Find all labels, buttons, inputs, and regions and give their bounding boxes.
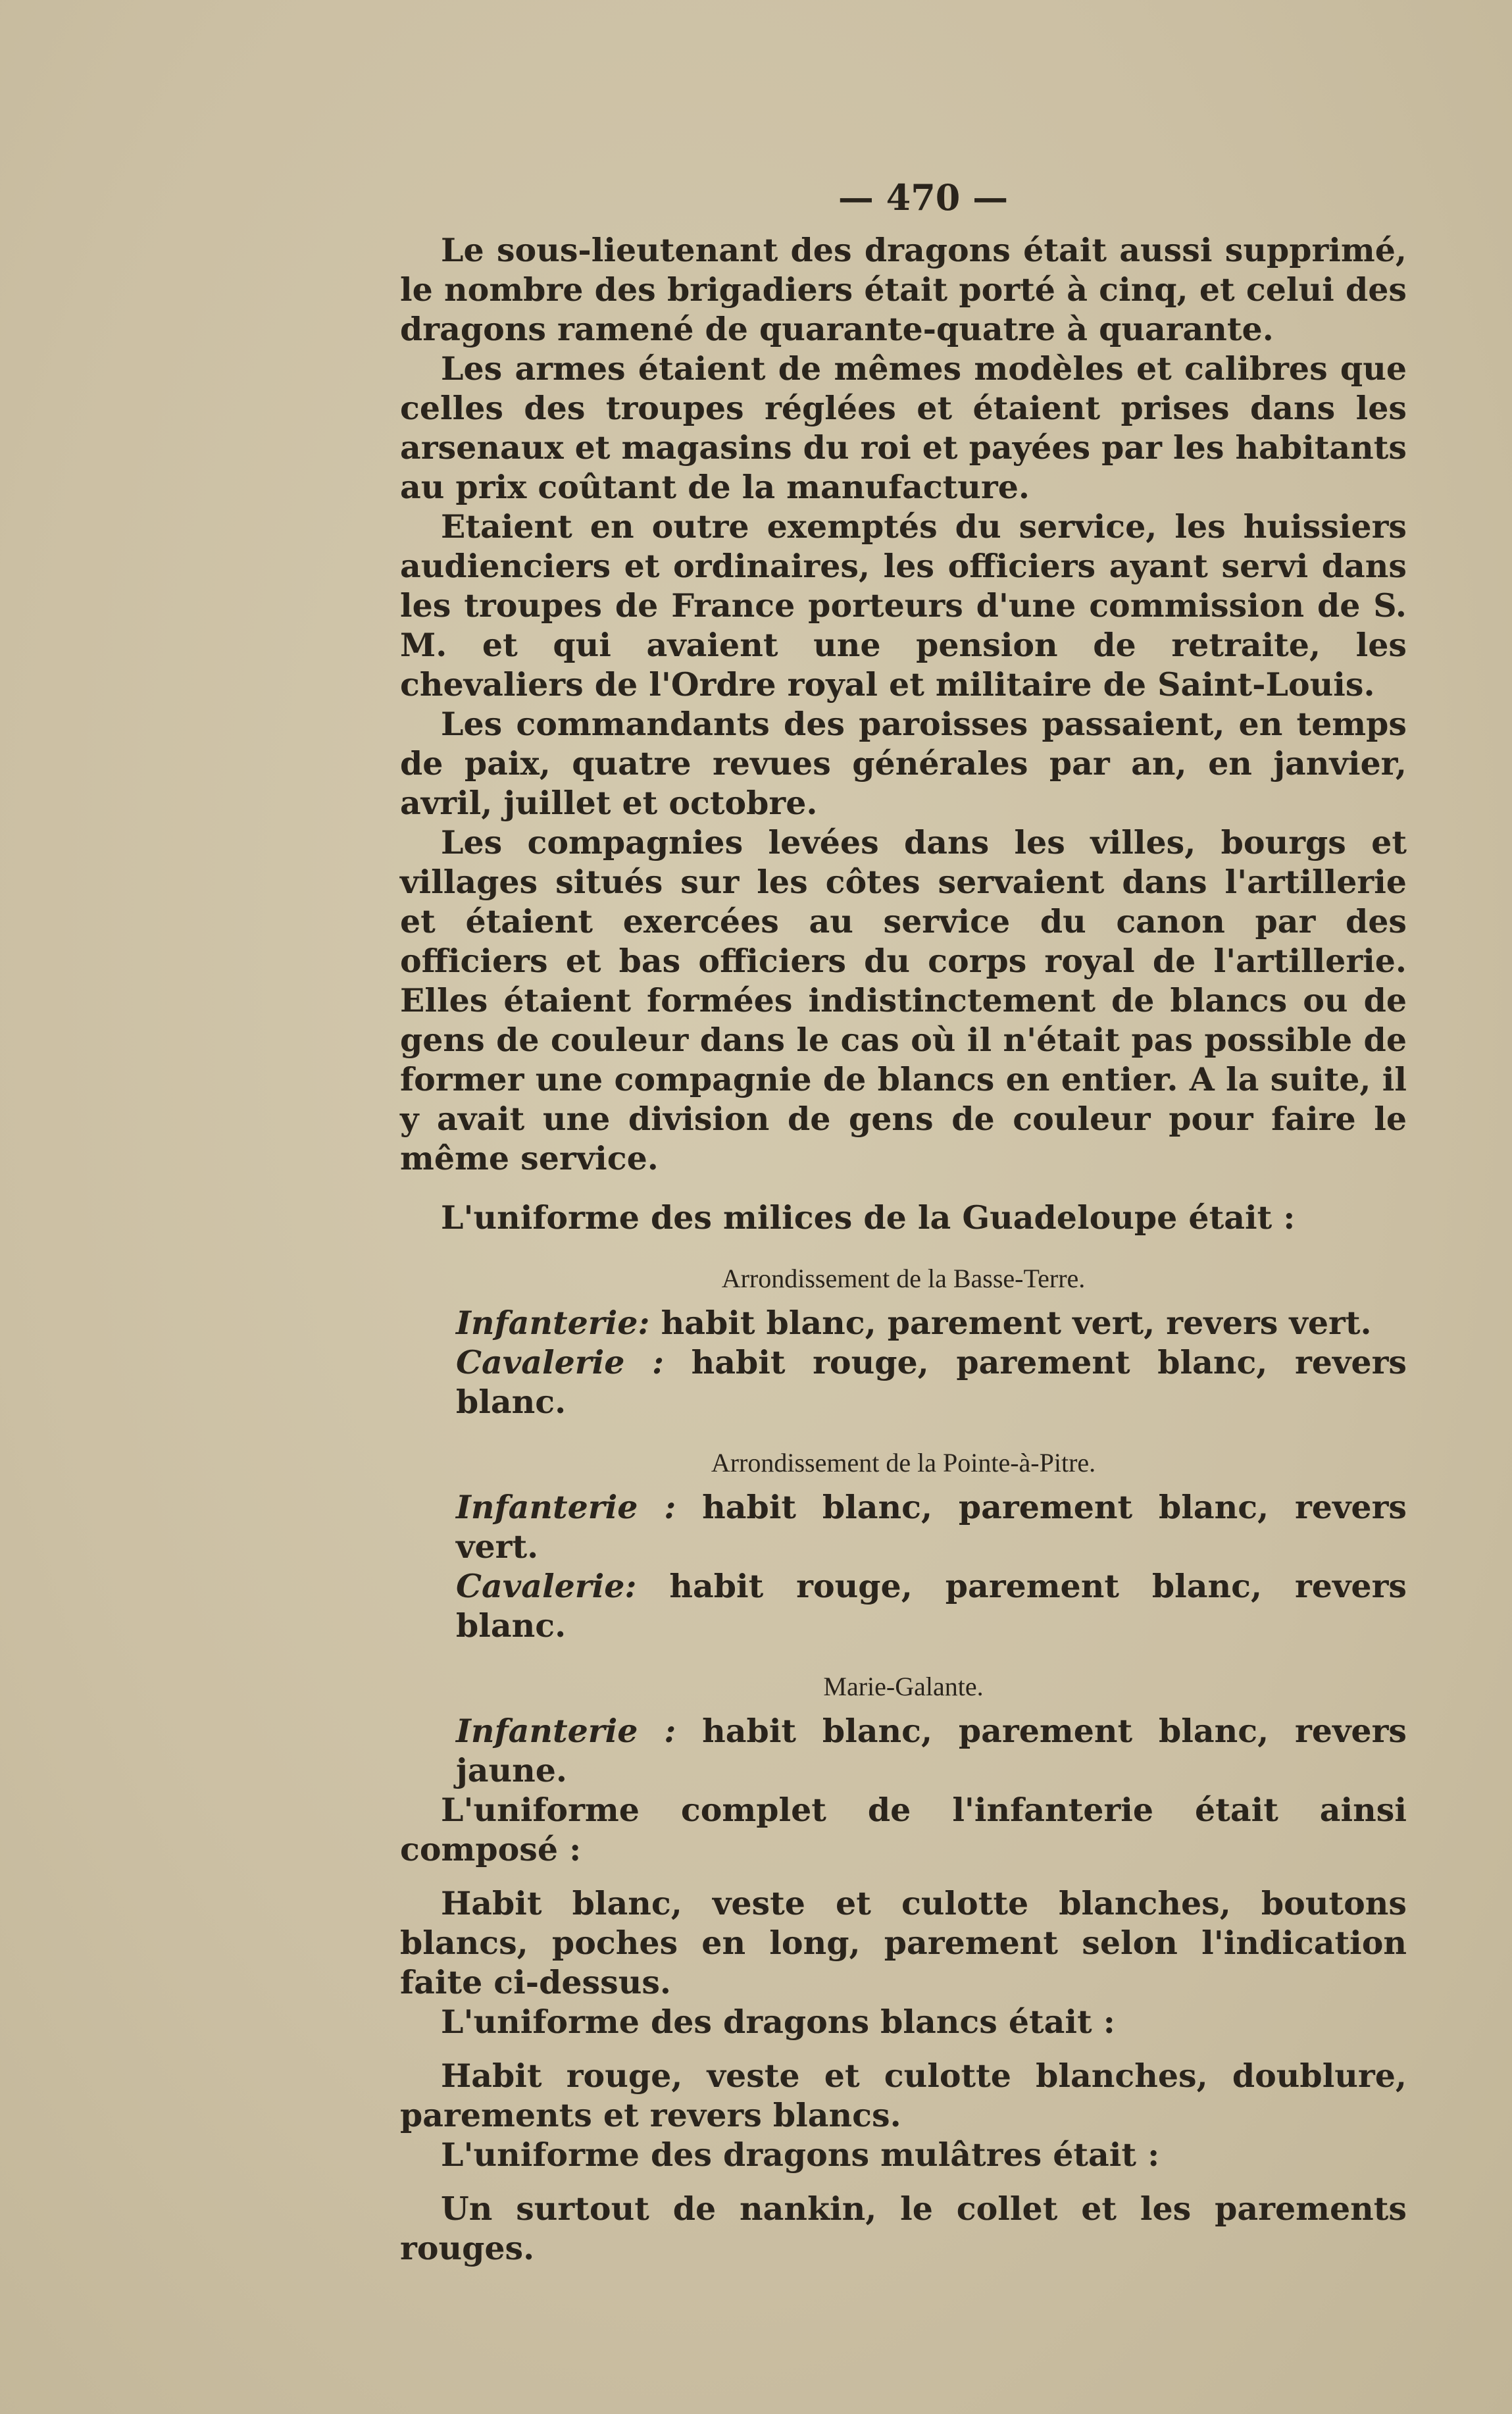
- uniform-label: Infanterie :: [456, 1488, 676, 1526]
- page-text: [400, 178, 1407, 2268]
- uniform-line: [400, 1487, 1407, 1566]
- uniform-text: habit rouge, parement blanc, revers blanc.: [456, 1343, 1407, 1421]
- paragraph: Le sous-lieutenant des dragons était aussi supprimé, le nombre des brigadiers était porté à cinq, et celui des dragons ramené de quarante-quatre à quarante.: [400, 231, 1407, 348]
- uniform-text: habit blanc, parement vert, revers vert.: [649, 1304, 1372, 1342]
- section-heading: Arrondissement de la Basse-Terre.: [721, 1264, 1086, 1293]
- uniform-line: [400, 1566, 1407, 1645]
- paragraph: L'uniforme des milices de la Guadeloupe était :: [441, 1198, 1296, 1237]
- uniform-line: [400, 1711, 1407, 1790]
- page-number: — 470 —: [838, 176, 1009, 218]
- uniform-line: [400, 1343, 1407, 1422]
- paragraph: Habit rouge, veste et culotte blanches, doublure, parements et revers blancs.: [400, 2057, 1407, 2134]
- uniform-line: [400, 1303, 1407, 1343]
- paragraph: L'uniforme des dragons mulâtres était :: [441, 2136, 1160, 2174]
- paragraph: Etaient en outre exemptés du service, les huissiers audienciers et ordinaires, les officiers ayant servi dans les troupes de France porteurs d'une commission de S. M. et qui avaient une pension de retraite, les chevaliers de l'Ordre royal et militaire de Saint-Louis.: [400, 507, 1407, 704]
- paragraph: Les armes étaient de mêmes modèles et calibres que celles des troupes réglées et étaient prises dans les arsenaux et magasins du roi et payées par les habitants au prix coûtant de la manufacture.: [400, 349, 1407, 506]
- paragraph: Les commandants des paroisses passaient, en temps de paix, quatre revues générales par an, en janvier, avril, juillet et octobre.: [400, 705, 1407, 822]
- uniform-label: Infanterie:: [456, 1304, 650, 1342]
- uniform-label: Cavalerie:: [456, 1567, 637, 1605]
- paragraph: Habit blanc, veste et culotte blanches, boutons blancs, poches en long, parement selon l'indication faite ci-dessus.: [400, 1884, 1407, 2001]
- uniform-label: Infanterie :: [456, 1712, 676, 1750]
- section-heading: Arrondissement de la Pointe-à-Pitre.: [711, 1448, 1096, 1477]
- uniform-text: habit rouge, parement blanc, revers blanc.: [456, 1567, 1407, 1645]
- paragraph: Les compagnies levées dans les villes, bourgs et villages situés sur les côtes servaient dans l'artillerie et étaient exercées au service du canon par des officiers et bas officiers du corps royal de l'artillerie. Elles étaient formées indistinctement de blancs ou de gens de couleur dans le cas où il n'était pas possible de former une compagnie de blancs en entier. A la suite, il y avait une division de gens de couleur pour faire le même service.: [400, 823, 1407, 1177]
- uniform-label: Cavalerie :: [456, 1343, 665, 1381]
- uniform-text: habit blanc, parement blanc, revers vert.: [456, 1488, 1407, 1566]
- paragraph: L'uniforme des dragons blancs était :: [441, 2003, 1115, 2041]
- uniform-text: habit blanc, parement blanc, revers jaune.: [456, 1712, 1407, 1789]
- paragraph: L'uniforme complet de l'infanterie était ainsi composé :: [400, 1791, 1407, 1868]
- section-heading: Marie-Galante.: [823, 1672, 984, 1701]
- paragraph: Un surtout de nankin, le collet et les parements rouges.: [400, 2190, 1407, 2267]
